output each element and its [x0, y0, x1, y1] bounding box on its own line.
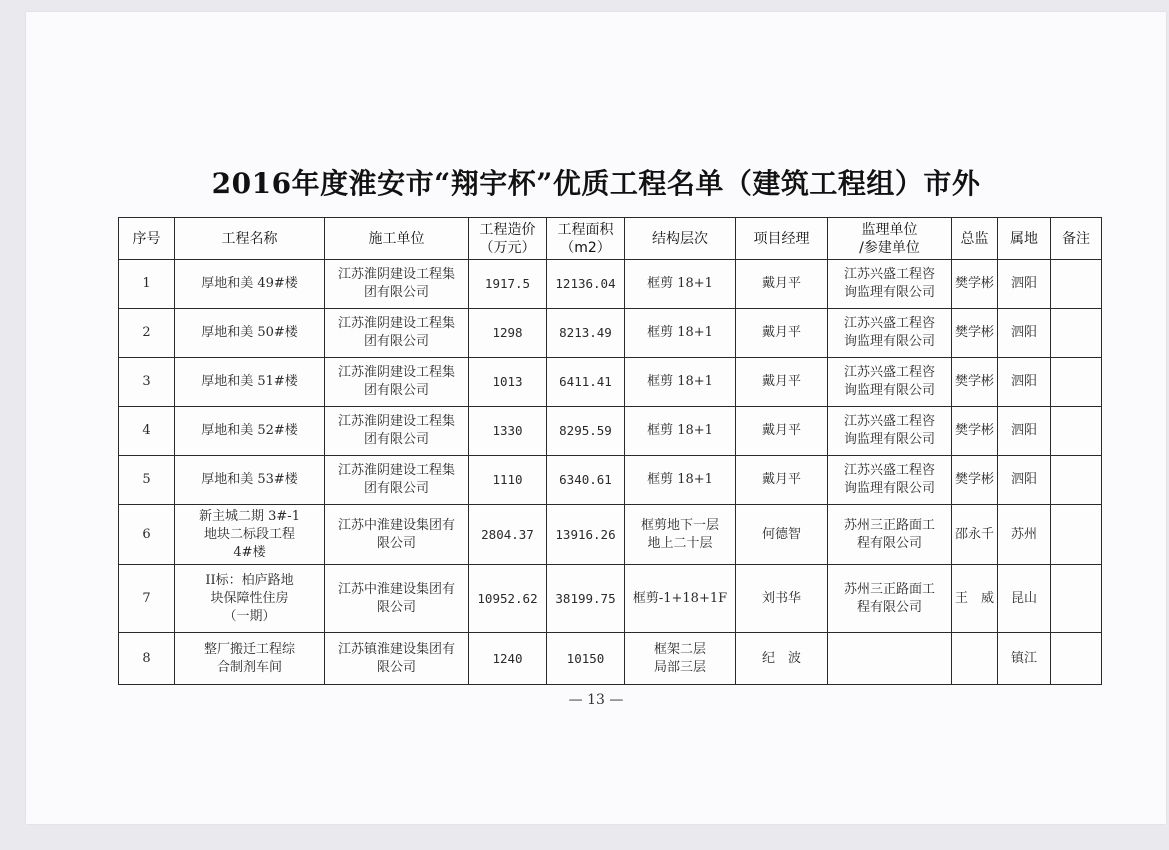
- cell-manager: [736, 565, 828, 633]
- cell-chief: [952, 309, 998, 358]
- page-number: — 13 —: [568, 692, 624, 708]
- location-text: 昆山: [1010, 590, 1037, 606]
- table-row: [119, 633, 1102, 685]
- cost-text: 1298: [492, 325, 523, 340]
- cell-name: [175, 407, 325, 456]
- header-contractor: 施工单位: [325, 218, 469, 260]
- cell-area: [547, 565, 625, 633]
- seq-text: 5: [142, 472, 151, 487]
- header-name: 工程名称: [175, 218, 325, 260]
- table-header-row: [119, 218, 1102, 260]
- cell-name: [175, 358, 325, 407]
- seq-text: 8: [142, 650, 151, 666]
- location-text: 苏州: [1010, 526, 1037, 542]
- document-page: [26, 12, 1166, 824]
- structure-text: 框剪 18+1: [647, 325, 713, 340]
- cell-area: [547, 456, 625, 505]
- cell-location: [998, 456, 1051, 505]
- cell-remark: [1051, 633, 1102, 685]
- cell-chief: [952, 358, 998, 407]
- cell-location: [998, 407, 1051, 456]
- manager-text: 纪 波: [761, 650, 801, 666]
- cell-contractor: [325, 309, 469, 358]
- header-manager: 项目经理: [736, 218, 828, 260]
- cell-cost: [469, 407, 547, 456]
- structure-text: 框剪地下一层 地上二十层: [640, 517, 719, 551]
- seq-text: 1: [142, 276, 151, 291]
- cell-structure: [625, 309, 736, 358]
- cell-seq: [119, 260, 175, 309]
- cell-cost: [469, 358, 547, 407]
- name-text: II标：柏庐路地 块保障性住房 （一期）: [205, 572, 294, 624]
- cell-contractor: [325, 407, 469, 456]
- cell-location: [998, 358, 1051, 407]
- header-seq: 序号: [119, 218, 175, 260]
- area-text: 10150: [566, 650, 605, 666]
- cell-manager: [736, 505, 828, 565]
- cell-area: [547, 309, 625, 358]
- cell-structure: [625, 633, 736, 685]
- cell-location: [998, 260, 1051, 309]
- cell-remark: [1051, 505, 1102, 565]
- cell-supervisor: [828, 505, 952, 565]
- cell-seq: [119, 456, 175, 505]
- supervisor-text: 江苏兴盛工程咨 询监理有限公司: [843, 414, 935, 447]
- contractor-text: 江苏镇淮建设集团有 限公司: [337, 641, 455, 675]
- cell-chief: [952, 565, 998, 633]
- supervisor-text: 江苏兴盛工程咨 询监理有限公司: [843, 267, 935, 300]
- structure-text: 框剪-1+18+1F: [632, 590, 728, 606]
- chief-text: 樊学彬: [955, 472, 995, 487]
- cell-manager: [736, 407, 828, 456]
- manager-text: 戴月平: [761, 472, 801, 487]
- cost-text: 2804.37: [481, 526, 534, 542]
- supervisor-text: 江苏兴盛工程咨 询监理有限公司: [843, 463, 935, 496]
- cell-name: [175, 456, 325, 505]
- cell-contractor: [325, 505, 469, 565]
- cell-seq: [119, 633, 175, 685]
- cell-chief: [952, 505, 998, 565]
- cell-structure: [625, 358, 736, 407]
- header-structure: 结构层次: [625, 218, 736, 260]
- cell-manager: [736, 309, 828, 358]
- location-text: 泗阳: [1010, 374, 1037, 389]
- seq-text: 4: [142, 423, 151, 438]
- cost-text: 10952.62: [477, 590, 538, 606]
- cell-seq: [119, 358, 175, 407]
- cell-manager: [736, 633, 828, 685]
- table-row: [119, 456, 1102, 505]
- cell-manager: [736, 456, 828, 505]
- table-row: [119, 260, 1102, 309]
- table-row: [119, 505, 1102, 565]
- header-location: 属地: [998, 218, 1051, 260]
- cost-text: 1917.5: [484, 276, 531, 291]
- cell-name: [175, 505, 325, 565]
- chief-text: 王 威: [955, 590, 995, 606]
- name-text: 厚地和美 51#楼: [201, 374, 298, 389]
- contractor-text: 江苏中淮建设集团有 限公司: [337, 581, 455, 615]
- location-text: 泗阳: [1010, 472, 1037, 487]
- table-row: [119, 309, 1102, 358]
- cell-cost: [469, 505, 547, 565]
- area-text: 6340.61: [559, 472, 612, 487]
- cell-location: [998, 633, 1051, 685]
- structure-text: 框剪 18+1: [647, 276, 713, 291]
- contractor-text: 江苏淮阴建设工程集 团有限公司: [337, 316, 455, 349]
- cell-chief: [952, 456, 998, 505]
- cell-remark: [1051, 565, 1102, 633]
- structure-text: 框剪 18+1: [647, 472, 713, 487]
- area-text: 8295.59: [559, 423, 612, 438]
- location-text: 泗阳: [1010, 276, 1037, 291]
- cell-cost: [469, 633, 547, 685]
- cell-area: [547, 358, 625, 407]
- manager-text: 戴月平: [761, 276, 801, 291]
- cell-supervisor: [828, 358, 952, 407]
- name-text: 厚地和美 53#楼: [201, 472, 298, 487]
- structure-text: 框架二层 局部三层: [653, 641, 706, 675]
- name-text: 厚地和美 52#楼: [201, 423, 298, 438]
- cell-seq: [119, 309, 175, 358]
- manager-text: 戴月平: [761, 423, 801, 438]
- contractor-text: 江苏淮阴建设工程集 团有限公司: [337, 414, 455, 447]
- cell-remark: [1051, 456, 1102, 505]
- cell-name: [175, 565, 325, 633]
- cell-remark: [1051, 407, 1102, 456]
- chief-text: 樊学彬: [955, 325, 995, 340]
- name-text: 整厂搬迁工程综 合制剂车间: [203, 641, 295, 675]
- cell-name: [175, 309, 325, 358]
- cell-name: [175, 260, 325, 309]
- cell-structure: [625, 456, 736, 505]
- header-cost: 工程造价 （万元）: [469, 218, 547, 260]
- manager-text: 刘书华: [761, 590, 801, 606]
- supervisor-text: 苏州三正路面工 程有限公司: [843, 517, 935, 551]
- project-table: [118, 217, 1102, 685]
- cell-cost: [469, 456, 547, 505]
- seq-text: 2: [142, 325, 151, 340]
- seq-text: 3: [142, 374, 151, 389]
- table-row: [119, 358, 1102, 407]
- cost-text: 1240: [492, 650, 523, 666]
- location-text: 泗阳: [1010, 325, 1037, 340]
- seq-text: 7: [142, 590, 151, 606]
- cell-supervisor: [828, 309, 952, 358]
- cell-area: [547, 260, 625, 309]
- cell-seq: [119, 505, 175, 565]
- header-chief: 总监: [952, 218, 998, 260]
- manager-text: 戴月平: [761, 325, 801, 340]
- chief-text: 樊学彬: [955, 374, 995, 389]
- cell-chief: [952, 407, 998, 456]
- manager-text: 何德智: [761, 526, 801, 542]
- cell-area: [547, 407, 625, 456]
- cell-location: [998, 565, 1051, 633]
- header-area: 工程面积 （m2）: [547, 218, 625, 260]
- contractor-text: 江苏淮阴建设工程集 团有限公司: [337, 365, 455, 398]
- cell-structure: [625, 505, 736, 565]
- manager-text: 戴月平: [761, 374, 801, 389]
- area-text: 6411.41: [559, 374, 612, 389]
- area-text: 12136.04: [555, 276, 616, 291]
- seq-text: 6: [142, 526, 151, 542]
- cell-contractor: [325, 565, 469, 633]
- name-text: 厚地和美 49#楼: [201, 276, 298, 291]
- supervisor-text: 江苏兴盛工程咨 询监理有限公司: [843, 365, 935, 398]
- cell-supervisor: [828, 407, 952, 456]
- chief-text: 樊学彬: [955, 423, 995, 438]
- cell-contractor: [325, 633, 469, 685]
- cell-location: [998, 505, 1051, 565]
- cell-chief: [952, 633, 998, 685]
- name-text: 新主城二期 3#-1 地块二标段工程 4#楼: [199, 508, 300, 560]
- cell-name: [175, 633, 325, 685]
- cost-text: 1330: [492, 423, 523, 438]
- cell-seq: [119, 565, 175, 633]
- cell-supervisor: [828, 633, 952, 685]
- header-supervisor: 监理单位 /参建单位: [828, 218, 952, 260]
- structure-text: 框剪 18+1: [647, 374, 713, 389]
- contractor-text: 江苏淮阴建设工程集 团有限公司: [337, 463, 455, 496]
- cell-remark: [1051, 260, 1102, 309]
- cell-structure: [625, 565, 736, 633]
- cost-text: 1110: [492, 472, 523, 487]
- supervisor-text: 江苏兴盛工程咨 询监理有限公司: [843, 316, 935, 349]
- cell-area: [547, 633, 625, 685]
- chief-text: 邵永千: [955, 526, 995, 542]
- cell-cost: [469, 309, 547, 358]
- cell-area: [547, 505, 625, 565]
- cell-cost: [469, 260, 547, 309]
- cell-location: [998, 309, 1051, 358]
- document-title: 2016年度淮安市“翔宇杯”优质工程名单（建筑工程组）市外: [211, 167, 981, 200]
- cell-chief: [952, 260, 998, 309]
- cell-contractor: [325, 260, 469, 309]
- cell-contractor: [325, 358, 469, 407]
- cell-remark: [1051, 358, 1102, 407]
- location-text: 泗阳: [1010, 423, 1037, 438]
- cell-contractor: [325, 456, 469, 505]
- name-text: 厚地和美 50#楼: [201, 325, 298, 340]
- header-remark: 备注: [1051, 218, 1102, 260]
- area-text: 38199.75: [555, 590, 616, 606]
- contractor-text: 江苏中淮建设集团有 限公司: [337, 517, 455, 551]
- table-row: [119, 407, 1102, 456]
- cell-structure: [625, 260, 736, 309]
- chief-text: 樊学彬: [955, 276, 995, 291]
- cost-text: 1013: [492, 374, 523, 389]
- supervisor-text: 苏州三正路面工 程有限公司: [843, 581, 935, 615]
- cell-seq: [119, 407, 175, 456]
- cell-cost: [469, 565, 547, 633]
- cell-supervisor: [828, 565, 952, 633]
- cell-remark: [1051, 309, 1102, 358]
- cell-supervisor: [828, 260, 952, 309]
- cell-manager: [736, 358, 828, 407]
- location-text: 镇江: [1010, 650, 1037, 666]
- table-row: [119, 565, 1102, 633]
- cell-structure: [625, 407, 736, 456]
- area-text: 13916.26: [555, 526, 616, 542]
- cell-supervisor: [828, 456, 952, 505]
- contractor-text: 江苏淮阴建设工程集 团有限公司: [337, 267, 455, 300]
- structure-text: 框剪 18+1: [647, 423, 713, 438]
- area-text: 8213.49: [559, 325, 612, 340]
- cell-manager: [736, 260, 828, 309]
